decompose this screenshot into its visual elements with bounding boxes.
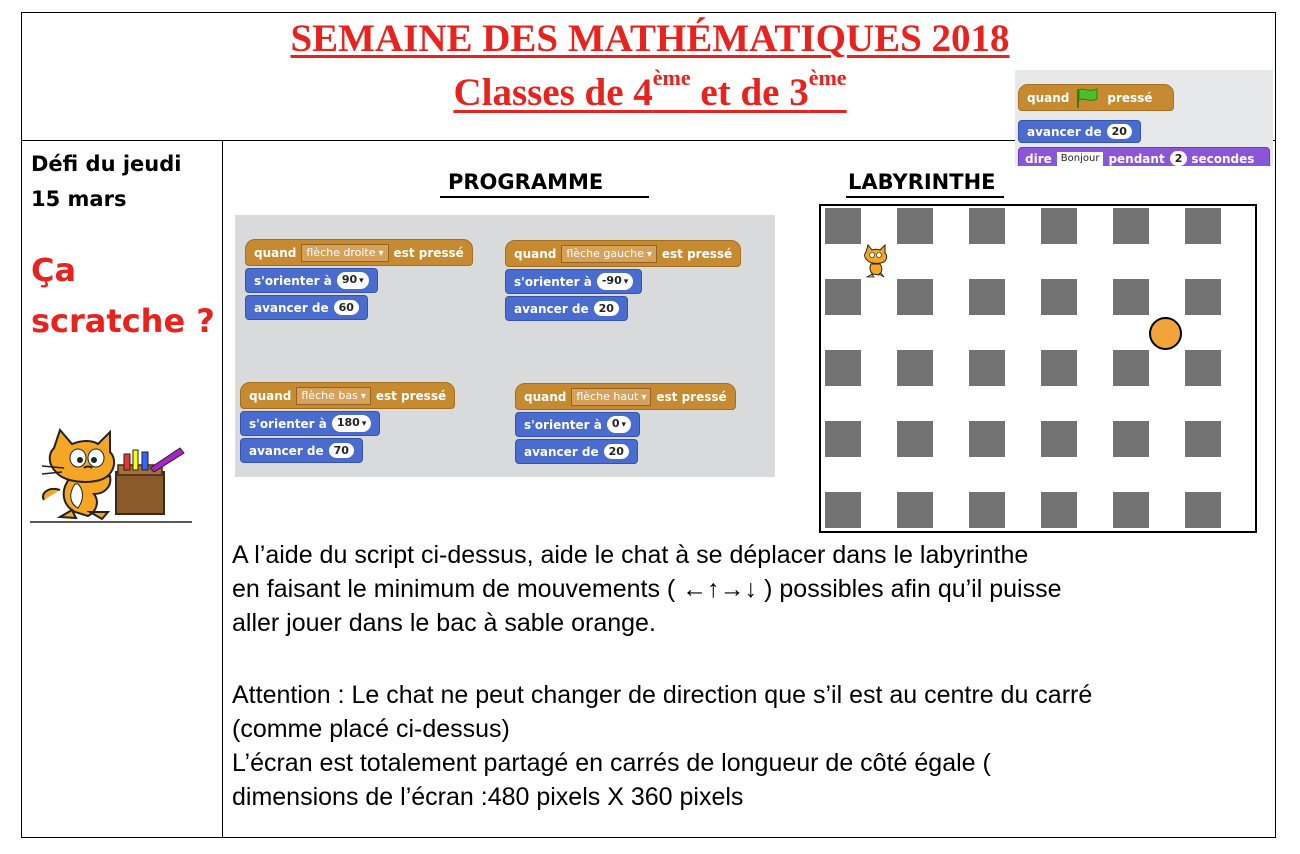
script-left-hat-block: quand flèche gauche ▾ est pressé [505, 240, 741, 267]
maze-wall-square [1041, 208, 1077, 244]
maze-wall-square [1113, 208, 1149, 244]
maze-wall-square [1113, 421, 1149, 457]
maze-wall-square [1041, 421, 1077, 457]
script-right-move-block: avancer de 60 [245, 295, 368, 320]
maze-wall-square [969, 350, 1005, 386]
sandbox-target [1149, 317, 1182, 350]
instructions-paragraph-1: A l’aide du script ci-dessus, aide le chat à se déplacer dans le labyrinthe en faisant le minimum de mouvements ( ←↑→↓ ) possibles afin qu’il puisse aller jouer dans le bac à sable orange. [232, 541, 1062, 637]
maze-wall-square [1185, 279, 1221, 315]
maze-grid [819, 204, 1257, 533]
maze-heading-underline [846, 196, 1004, 198]
program-panel [235, 215, 775, 477]
maze-wall-square [1041, 350, 1077, 386]
challenge-date: Défi du jeudi 15 mars [31, 152, 182, 211]
challenge-title: Ça scratche ? [31, 251, 215, 340]
green-flag-icon [1075, 87, 1101, 109]
maze-wall-square [897, 350, 933, 386]
maze-wall-square [825, 279, 861, 315]
maze-wall-square [969, 279, 1005, 315]
maze-wall-square [1185, 492, 1221, 528]
maze-wall-square [1041, 492, 1077, 528]
script-down-orient-block: s'orienter à 180 ▾ [240, 411, 380, 436]
maze-wall-square [897, 279, 933, 315]
mini-script-panel [1015, 70, 1273, 166]
maze-wall-square [825, 492, 861, 528]
maze-wall-square [1113, 279, 1149, 315]
maze-wall-square [969, 208, 1005, 244]
script-left-move-block: avancer de 20 [505, 296, 628, 321]
script-down-move-block: avancer de 70 [240, 438, 363, 463]
cat-sprite-icon [861, 244, 891, 278]
script-right-hat-block: quand flèche droite ▾ est pressé [245, 239, 473, 266]
maze-wall-square [1113, 492, 1149, 528]
scratch-cat-toolbox-icon [30, 420, 195, 525]
script-up-hat-block: quand flèche haut ▾ est pressé [515, 383, 736, 410]
when-flag-clicked-block: quand pressé [1018, 84, 1174, 111]
move-steps-block: avancer de 20 [1018, 120, 1141, 143]
maze-wall-square [1185, 350, 1221, 386]
say-for-secs-block: dire Bonjour pendant 2 secondes [1018, 147, 1270, 166]
maze-wall-square [825, 350, 861, 386]
script-right-orient-block: s'orienter à 90 ▾ [245, 268, 378, 293]
maze-wall-square [897, 208, 933, 244]
maze-wall-square [825, 421, 861, 457]
script-down-hat-block: quand flèche bas ▾ est pressé [240, 382, 455, 409]
page-subtitle: Classes de 4ème et de 3ème [453, 65, 847, 114]
maze-wall-square [1113, 350, 1149, 386]
program-heading-underline [440, 196, 649, 198]
maze-wall-square [1185, 208, 1221, 244]
script-up-move-block: avancer de 20 [515, 439, 638, 464]
sidebar-divider [222, 140, 223, 838]
maze-wall-square [1041, 279, 1077, 315]
script-up-orient-block: s'orienter à 0 ▾ [515, 412, 640, 437]
maze-wall-square [825, 208, 861, 244]
maze-heading: LABYRINTHE [848, 170, 996, 194]
page-title: SEMAINE DES MATHÉMATIQUES 2018 [290, 17, 1010, 60]
program-heading: PROGRAMME [448, 170, 604, 194]
maze-wall-square [969, 492, 1005, 528]
maze-wall-square [897, 492, 933, 528]
maze-wall-square [897, 421, 933, 457]
script-left-orient-block: s'orienter à -90 ▾ [505, 269, 642, 294]
instructions-paragraph-2: Attention : Le chat ne peut changer de direction que s’il est au centre du carré (comme placé ci-dessus) L’écran est totalement partagé en carrés de longueur de côté égale ( dimensions de l’écran :480 pixels X 360 pixels [232, 681, 1093, 811]
maze-wall-square [1185, 421, 1221, 457]
maze-wall-square [969, 421, 1005, 457]
